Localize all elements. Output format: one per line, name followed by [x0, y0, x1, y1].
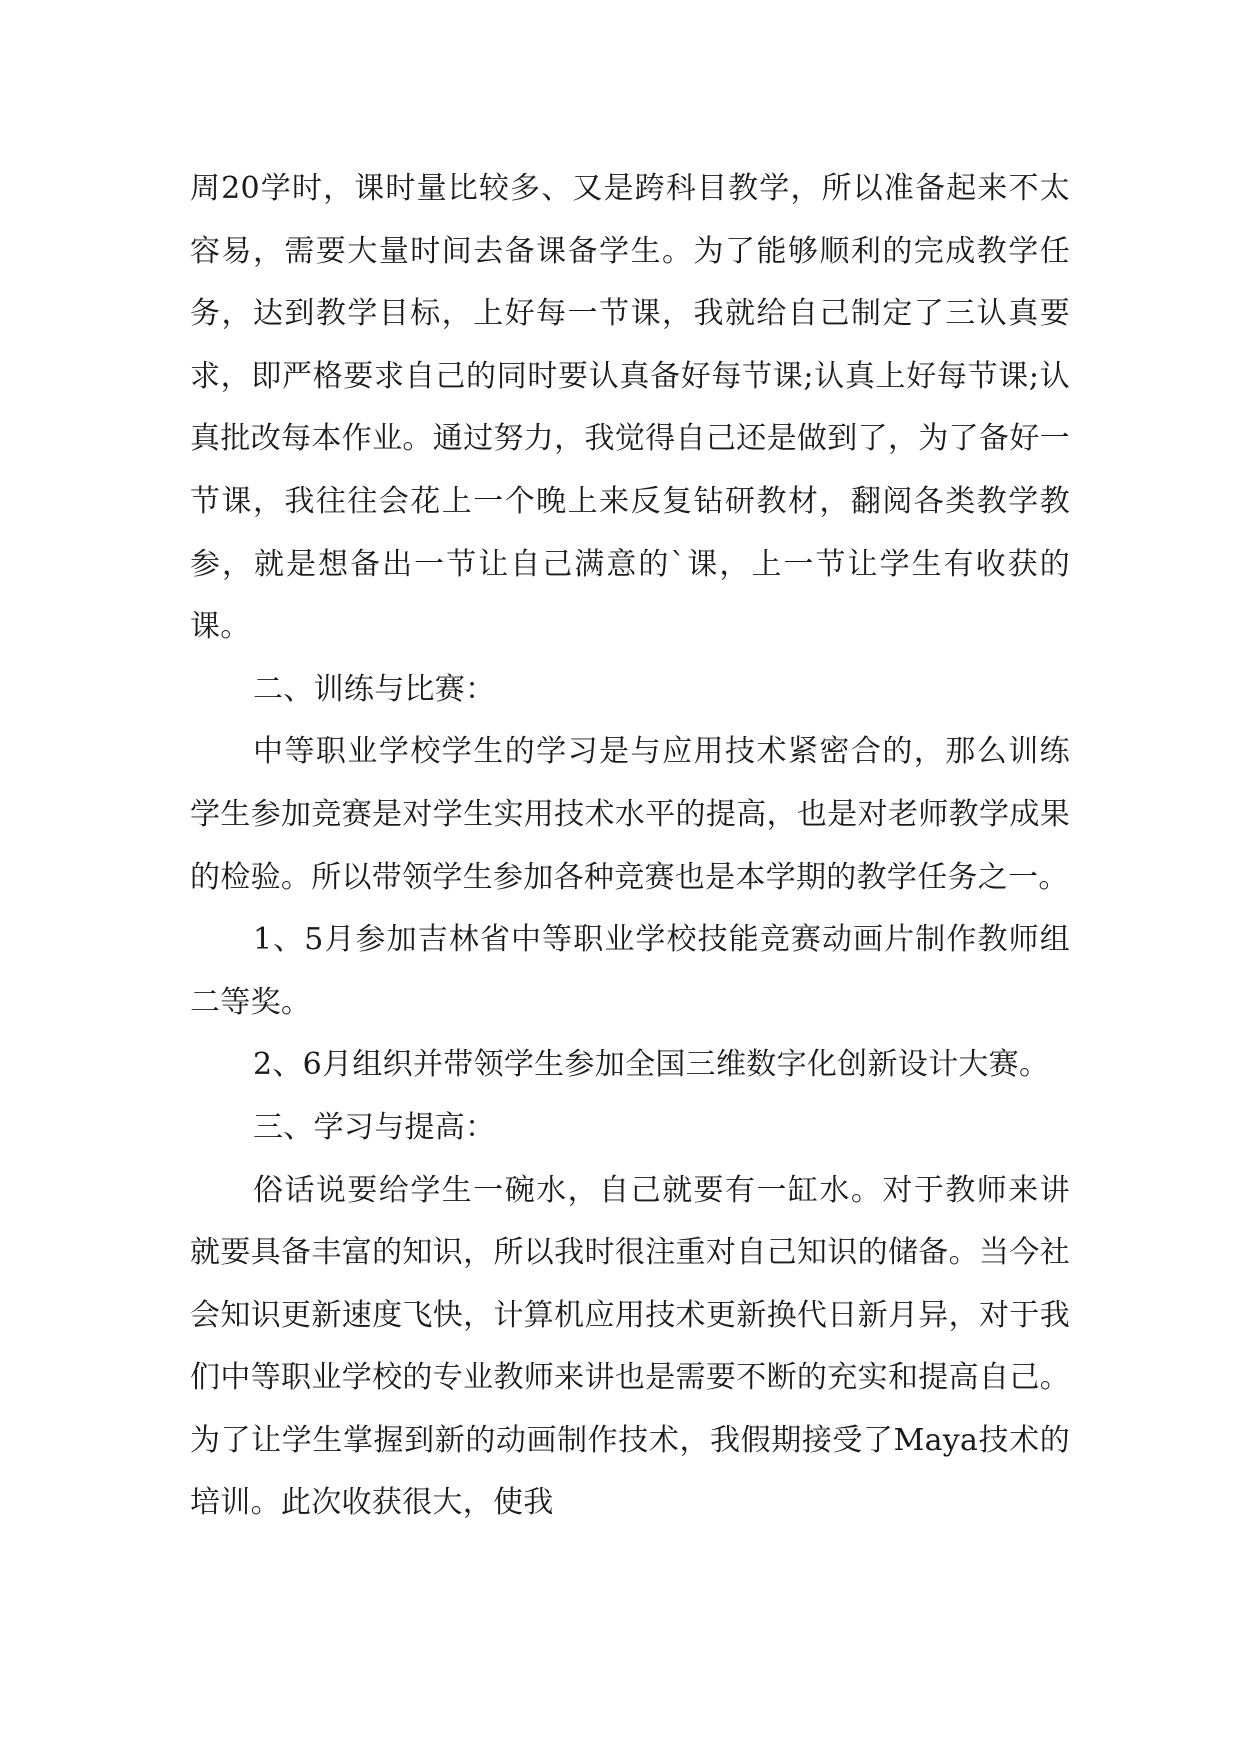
paragraph-training-intro: 中等职业学校学生的学习是与应用技术紧密合的，那么训练学生参加竞赛是对学生实用技术水平的提高，也是对老师教学成果的检验。所以带领学生参加各种竞赛也是本学期的教学任务之一。 [190, 734, 1070, 895]
paragraph-study: 俗话说要给学生一碗水，自己就要有一缸水。对于教师来讲就要具备丰富的知识，所以我时很注重对自己知识的储备。当今社会知识更新速度飞快，计算机应用技术更新换代日新月异，对于我们中等职业学校的专业教师来讲也是需要不断的充实和提高自己。为了让学生掌握到新的动画制作技术，我假期接受了Maya技术的培训。此次收获很大，使我 [190, 1172, 1070, 1521]
document-body [190, 158, 1070, 1535]
list-item-competition-1: 1、5月参加吉林省中等职业学校技能竞赛动画片制作教师组二等奖。 [190, 922, 1070, 1020]
section-heading-study: 三、学习与提高： [253, 1109, 496, 1145]
paragraph-continuation: 周20学时，课时量比较多、又是跨科目教学，所以准备起来不太容易，需要大量时间去备课备学生。为了能够顺利的完成教学任务，达到教学目标，上好每一节课，我就给自己制定了三认真要求，即严格要求自己的同时要认真备好每节课;认真上好每节课;认真批改每本作业。通过努力，我觉得自己还是做到了，为了备好一节课，我往往会花上一个晚上来反复钻研教材，翻阅各类教学教参，就是想备出一节让自己满意的`课，上一节让学生有收获的课。 [190, 171, 1070, 645]
section-heading-training: 二、训练与比赛： [253, 671, 496, 707]
list-item-competition-2: 2、6月组织并带领学生参加全国三维数字化创新设计大赛。 [253, 1047, 1050, 1083]
